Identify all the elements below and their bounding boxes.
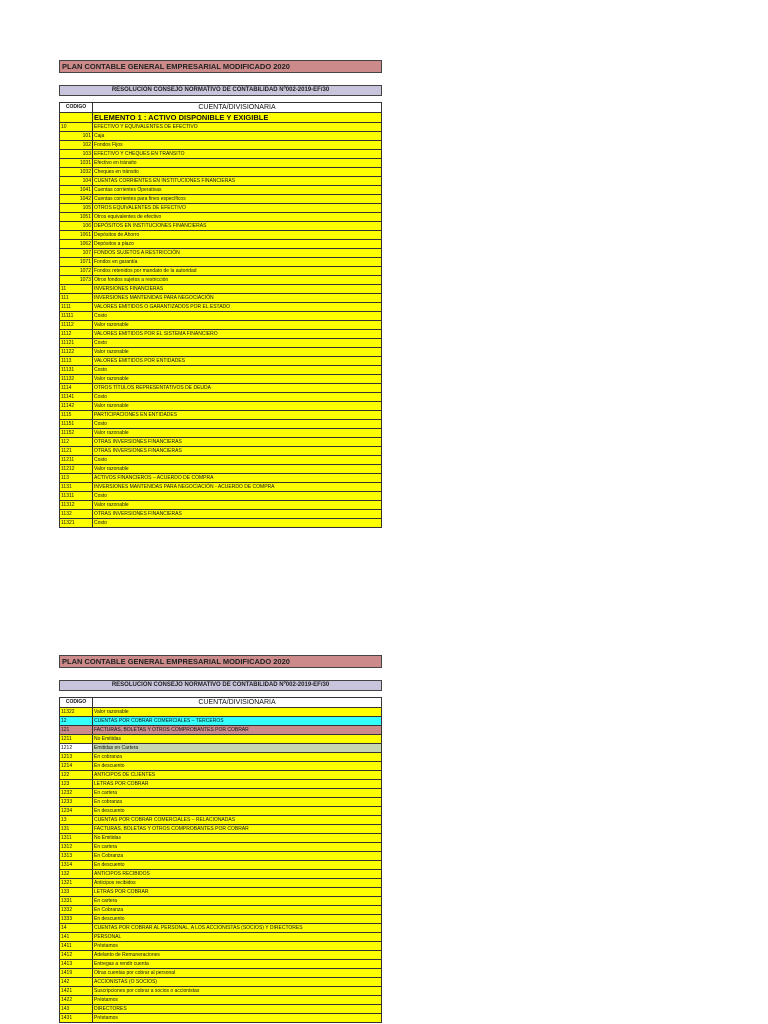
element-title: ELEMENTO 1 : ACTIVO DISPONIBLE Y EXIGIBLE — [93, 113, 382, 123]
account-description: FONDOS SUJETOS A RESTRICCIÓN — [93, 249, 382, 258]
account-code: 1032 — [60, 168, 93, 177]
table-row — [60, 375, 382, 384]
table-row — [60, 897, 382, 906]
account-code: 1132 — [60, 510, 93, 519]
account-description: En cartera — [93, 897, 382, 906]
table-row — [60, 177, 382, 186]
accounts-table — [59, 102, 382, 528]
account-description: Fondos Fijos — [93, 141, 382, 150]
account-code: 11112 — [60, 321, 93, 330]
table-row — [60, 744, 382, 753]
account-description: En descuento — [93, 807, 382, 816]
account-description: Caja — [93, 132, 382, 141]
table-row — [60, 267, 382, 276]
account-description: Préstamos — [93, 942, 382, 951]
account-description: En cartera — [93, 789, 382, 798]
account-code: 11141 — [60, 393, 93, 402]
account-code: 1413 — [60, 960, 93, 969]
table-row — [60, 861, 382, 870]
table-row — [60, 798, 382, 807]
account-code: 142 — [60, 978, 93, 987]
account-code: 1213 — [60, 753, 93, 762]
table-row — [60, 879, 382, 888]
account-description: Costo — [93, 456, 382, 465]
account-description: EFECTIVO Y EQUIVALENTES DE EFECTIVO — [93, 123, 382, 132]
account-description: PARTICIPACIONES EN ENTIDADES — [93, 411, 382, 420]
account-code: 1111 — [60, 303, 93, 312]
account-description: Préstamos — [93, 996, 382, 1005]
account-description: OTROS TÍTULOS REPRESENTATIVOS DE DEUDA — [93, 384, 382, 393]
account-description: Otros equivalentes de efectivo — [93, 213, 382, 222]
table-row — [60, 240, 382, 249]
table-row — [60, 402, 382, 411]
table-row — [60, 708, 382, 717]
table-row — [60, 411, 382, 420]
table-row — [60, 294, 382, 303]
account-code: 123 — [60, 780, 93, 789]
account-description: Fondos retenidos por mandato de la autoridad — [93, 267, 382, 276]
account-description: En descuento — [93, 861, 382, 870]
account-description: Cuentas corrientes Operativas — [93, 186, 382, 195]
account-code: 111 — [60, 294, 93, 303]
table-row — [60, 501, 382, 510]
account-code: 143 — [60, 1005, 93, 1014]
account-code: 11142 — [60, 402, 93, 411]
account-code: 11152 — [60, 429, 93, 438]
account-description: Costo — [93, 393, 382, 402]
table-row — [60, 915, 382, 924]
table-row — [60, 996, 382, 1005]
resolution-subtitle: RESOLUCION CONSEJO NORMATIVO DE CONTABILIDAD Nº002-2019-EF/30 — [59, 680, 382, 691]
account-description: Valor razonable — [93, 321, 382, 330]
table-row — [60, 258, 382, 267]
account-description: LETRAS POR COBRAR — [93, 780, 382, 789]
account-description: No Emitidas — [93, 735, 382, 744]
account-code: 103 — [60, 150, 93, 159]
account-code: 1422 — [60, 996, 93, 1005]
account-code: 12 — [60, 717, 93, 726]
account-description: ACTIVOS FINANCIEROS – ACUERDO DE COMPRA — [93, 474, 382, 483]
table-row — [60, 771, 382, 780]
table-header-row — [60, 103, 382, 113]
account-code: 121 — [60, 726, 93, 735]
account-code: 1114 — [60, 384, 93, 393]
account-description: VALORES EMITIDOS POR EL SISTEMA FINANCIERO — [93, 330, 382, 339]
account-description: ANTICIPOS RECIBIDOS — [93, 870, 382, 879]
account-description: Suscripciones por cobrar a socios o accionistas — [93, 987, 382, 996]
element-title-row — [60, 113, 382, 123]
account-description: PERSONAL — [93, 933, 382, 942]
table-row — [60, 510, 382, 519]
account-description: Cuentas corrientes para fines específicos — [93, 195, 382, 204]
account-description: FACTURAS, BOLETAS Y OTROS COMPROBANTES POR COBRAR — [93, 825, 382, 834]
table-row — [60, 825, 382, 834]
account-code: 11212 — [60, 465, 93, 474]
account-description: OTRAS INVERSIONES FINANCIERAS — [93, 510, 382, 519]
account-description: EFECTIVO Y CHEQUES EN TRANSITO — [93, 150, 382, 159]
account-description: En descuento — [93, 762, 382, 771]
accounts-table — [59, 697, 382, 1023]
account-code: 1333 — [60, 915, 93, 924]
table-row — [60, 906, 382, 915]
account-code: 106 — [60, 222, 93, 231]
account-code: 11321 — [60, 519, 93, 528]
account-description: CUENTAS POR COBRAR COMERCIALES – TERCEROS — [93, 717, 382, 726]
table-row — [60, 1005, 382, 1014]
account-description: Anticipos recibidos — [93, 879, 382, 888]
table-row — [60, 249, 382, 258]
account-code: 1212 — [60, 744, 93, 753]
account-description: No Emitidas — [93, 834, 382, 843]
account-description: Cheques en tránsito — [93, 168, 382, 177]
account-code: 11111 — [60, 312, 93, 321]
account-description: Valor razonable — [93, 348, 382, 357]
account-description: ANTICIPOS DE CLIENTES — [93, 771, 382, 780]
table-row — [60, 384, 382, 393]
account-code: 1073 — [60, 276, 93, 285]
table-row — [60, 330, 382, 339]
account-code: 1232 — [60, 789, 93, 798]
table-row — [60, 123, 382, 132]
account-code: 13 — [60, 816, 93, 825]
header-code: CODIGO — [60, 103, 93, 113]
account-description: VALORES EMITIDOS POR ENTIDADES — [93, 357, 382, 366]
table-row — [60, 726, 382, 735]
account-code: 1062 — [60, 240, 93, 249]
account-description: Depósitos a plazo — [93, 240, 382, 249]
account-code: 1412 — [60, 951, 93, 960]
table-row — [60, 357, 382, 366]
account-description: OTRAS INVERSIONES FINANCIERAS — [93, 447, 382, 456]
account-code: 11211 — [60, 456, 93, 465]
table-row — [60, 195, 382, 204]
table-row — [60, 213, 382, 222]
account-code: 113 — [60, 474, 93, 483]
table-header-row — [60, 698, 382, 708]
account-code: 11311 — [60, 492, 93, 501]
account-code: 1071 — [60, 258, 93, 267]
account-code: 1234 — [60, 807, 93, 816]
table-row — [60, 942, 382, 951]
table-row — [60, 231, 382, 240]
account-description: ACCIONISTAS (O SOCIOS) — [93, 978, 382, 987]
account-description: Valor razonable — [93, 708, 382, 717]
account-code: 11322 — [60, 708, 93, 717]
account-description: Costo — [93, 366, 382, 375]
account-description: Costo — [93, 339, 382, 348]
account-description: CUENTAS CORRIENTES EN INSTITUCIONES FINANCIERAS — [93, 177, 382, 186]
header-code: CODIGO — [60, 698, 93, 708]
account-code: 1061 — [60, 231, 93, 240]
account-code: 1113 — [60, 357, 93, 366]
account-code: 1421 — [60, 987, 93, 996]
table-row — [60, 222, 382, 231]
account-code: 1233 — [60, 798, 93, 807]
account-code: 141 — [60, 933, 93, 942]
account-description: Entregas a rendir cuenta — [93, 960, 382, 969]
account-code: 1313 — [60, 852, 93, 861]
table-row — [60, 951, 382, 960]
account-description: Valor razonable — [93, 501, 382, 510]
account-code: 131 — [60, 825, 93, 834]
account-description: INVERSIONES FINANCIERAS — [93, 285, 382, 294]
table-row — [60, 924, 382, 933]
account-code: 1041 — [60, 186, 93, 195]
account-code: 1211 — [60, 735, 93, 744]
account-description: En cartera — [93, 843, 382, 852]
account-code: 105 — [60, 204, 93, 213]
account-code: 132 — [60, 870, 93, 879]
account-code: 11151 — [60, 420, 93, 429]
table-row — [60, 447, 382, 456]
table-row — [60, 393, 382, 402]
table-row — [60, 474, 382, 483]
table-row — [60, 276, 382, 285]
table-row — [60, 780, 382, 789]
account-code: 14 — [60, 924, 93, 933]
account-code: 101 — [60, 132, 93, 141]
plan-title: PLAN CONTABLE GENERAL EMPRESARIAL MODIFICADO 2020 — [59, 60, 382, 73]
account-description: Valor razonable — [93, 465, 382, 474]
account-code: 1072 — [60, 267, 93, 276]
table-row — [60, 366, 382, 375]
account-description: Depósitos de Ahorro — [93, 231, 382, 240]
table-row — [60, 843, 382, 852]
table-row — [60, 456, 382, 465]
table-row — [60, 429, 382, 438]
account-code: 11121 — [60, 339, 93, 348]
element-code-cell — [60, 113, 93, 123]
table-row — [60, 321, 382, 330]
account-code: 102 — [60, 141, 93, 150]
account-code: 11131 — [60, 366, 93, 375]
account-code: 11122 — [60, 348, 93, 357]
table-row — [60, 987, 382, 996]
account-code: 133 — [60, 888, 93, 897]
table-row — [60, 888, 382, 897]
table-row — [60, 816, 382, 825]
sheet-page-1 — [59, 60, 382, 528]
plan-title: PLAN CONTABLE GENERAL EMPRESARIAL MODIFICADO 2020 — [59, 655, 382, 668]
account-description: En cobranza — [93, 798, 382, 807]
account-code: 1314 — [60, 861, 93, 870]
account-code: 1332 — [60, 906, 93, 915]
account-description: Otros fondos sujetos a restricción — [93, 276, 382, 285]
account-code: 1121 — [60, 447, 93, 456]
table-row — [60, 348, 382, 357]
account-description: OTRAS INVERSIONES FINANCIERAS — [93, 438, 382, 447]
account-code: 1042 — [60, 195, 93, 204]
account-description: Valor razonable — [93, 402, 382, 411]
account-description: Costo — [93, 312, 382, 321]
table-row — [60, 492, 382, 501]
account-description: DEPÓSITOS EN INSTITUCIONES FINANCIERAS — [93, 222, 382, 231]
header-account: CUENTA/DIVISIONARIA — [93, 103, 382, 113]
account-code: 1321 — [60, 879, 93, 888]
table-row — [60, 753, 382, 762]
table-row — [60, 312, 382, 321]
table-row — [60, 141, 382, 150]
resolution-subtitle: RESOLUCION CONSEJO NORMATIVO DE CONTABILIDAD Nº002-2019-EF/30 — [59, 85, 382, 96]
table-row — [60, 834, 382, 843]
header-account: CUENTA/DIVISIONARIA — [93, 698, 382, 708]
table-row — [60, 735, 382, 744]
account-code: 1312 — [60, 843, 93, 852]
account-code: 11132 — [60, 375, 93, 384]
account-code: 104 — [60, 177, 93, 186]
table-row — [60, 933, 382, 942]
account-description: DIRECTORES — [93, 1005, 382, 1014]
table-row — [60, 303, 382, 312]
sheet-page-2 — [59, 655, 382, 1023]
account-code: 10 — [60, 123, 93, 132]
account-code: 1112 — [60, 330, 93, 339]
table-row — [60, 789, 382, 798]
account-description: INVERSIONES MANTENIDAS PARA NEGOCIACIÓN - ACUERDO DE COMPRA — [93, 483, 382, 492]
account-description: En cobranza — [93, 753, 382, 762]
table-row — [60, 870, 382, 879]
table-row — [60, 960, 382, 969]
account-code: 1419 — [60, 969, 93, 978]
account-code: 122 — [60, 771, 93, 780]
table-row — [60, 762, 382, 771]
table-row — [60, 285, 382, 294]
account-description: Valor razonable — [93, 375, 382, 384]
account-code: 11312 — [60, 501, 93, 510]
account-description: CUENTAS POR COBRAR AL PERSONAL, A LOS ACCIONISTAS (SOCIOS) Y DIRECTORES — [93, 924, 382, 933]
account-description: INVERSIONES MANTENIDAS PARA NEGOCIACIÓN — [93, 294, 382, 303]
account-description: Préstamos — [93, 1014, 382, 1023]
account-description: Efectivo en tránsito — [93, 159, 382, 168]
account-description: FACTURAS, BOLETAS Y OTROS COMPROBANTES POR COBRAR — [93, 726, 382, 735]
table-row — [60, 168, 382, 177]
table-row — [60, 132, 382, 141]
account-code: 1214 — [60, 762, 93, 771]
account-description: Adelanto de Remuneraciones — [93, 951, 382, 960]
table-row — [60, 186, 382, 195]
table-row — [60, 465, 382, 474]
account-code: 1431 — [60, 1014, 93, 1023]
table-row — [60, 969, 382, 978]
account-description: OTROS EQUIVALENTES DE EFECTIVO — [93, 204, 382, 213]
table-row — [60, 1014, 382, 1023]
account-code: 107 — [60, 249, 93, 258]
account-code: 1131 — [60, 483, 93, 492]
account-description: Costo — [93, 492, 382, 501]
table-row — [60, 159, 382, 168]
account-description: En Cobranza — [93, 852, 382, 861]
table-row — [60, 807, 382, 816]
account-code: 1051 — [60, 213, 93, 222]
account-code: 1115 — [60, 411, 93, 420]
account-description: Costo — [93, 420, 382, 429]
account-description: En Cobranza — [93, 906, 382, 915]
account-code: 1331 — [60, 897, 93, 906]
table-row — [60, 483, 382, 492]
table-row — [60, 420, 382, 429]
account-description: Valor razonable — [93, 429, 382, 438]
table-row — [60, 150, 382, 159]
account-code: 11 — [60, 285, 93, 294]
account-description: Costo — [93, 519, 382, 528]
table-row — [60, 852, 382, 861]
account-code: 1411 — [60, 942, 93, 951]
account-description: LETRAS POR COBRAR — [93, 888, 382, 897]
account-description: Emitidas en Cartera — [93, 744, 382, 753]
account-description: Otras cuentas por cobrar al personal — [93, 969, 382, 978]
account-description: VALORES EMITIDOS O GARANTIZADOS POR EL ESTADO — [93, 303, 382, 312]
account-code: 1031 — [60, 159, 93, 168]
table-row — [60, 339, 382, 348]
table-row — [60, 978, 382, 987]
account-code: 1311 — [60, 834, 93, 843]
account-description: En descuento — [93, 915, 382, 924]
account-description: CUENTAS POR COBRAR COMERCIALES – RELACIONADAS — [93, 816, 382, 825]
table-row — [60, 519, 382, 528]
table-row — [60, 717, 382, 726]
account-code: 112 — [60, 438, 93, 447]
account-description: Fondos en garantía — [93, 258, 382, 267]
table-row — [60, 204, 382, 213]
table-row — [60, 438, 382, 447]
